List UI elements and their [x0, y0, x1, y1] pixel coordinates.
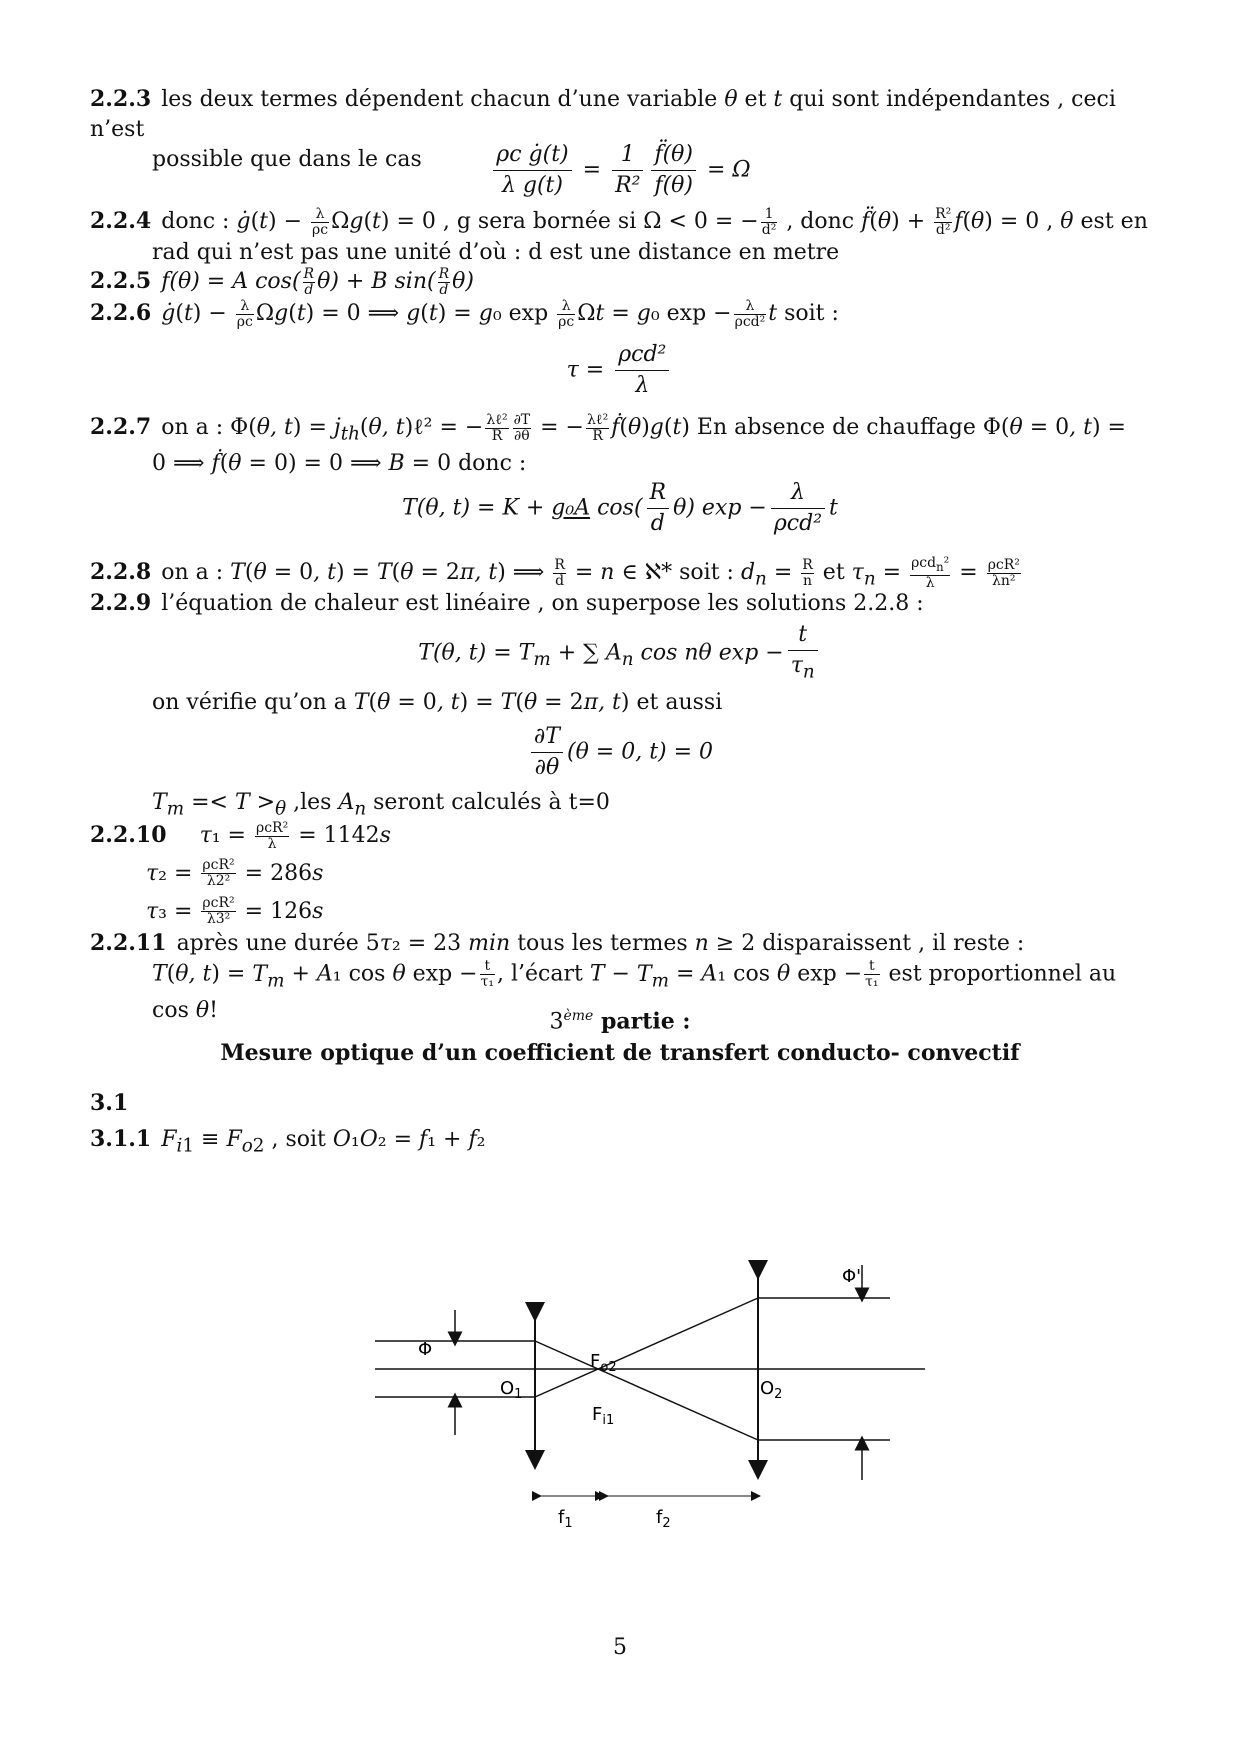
section-text: ġ(t) − $\frac{\lambda}{\rho c}$ Ωg(t) = 0 ⟹ g(t) = g₀ exp $\frac{\lambda}{\rho c}$ Ωt = g₀ exp − λ ρcd² t soit : — [161, 297, 839, 330]
section-text: l’équation de chaleur est linéaire , on superpose les solutions 2.2.8 : — [161, 591, 924, 616]
f2-label: $f_2$ — [656, 1507, 671, 1531]
section-number: 2.2.8 — [90, 559, 152, 586]
section-number: 2.2.9 — [90, 590, 152, 616]
equation-derivative: $\frac{\partial T}{\partial\theta}$ (θ = 0, t) = 0 — [0, 722, 1240, 783]
equation-separation: $\frac{\text{ρc ġ(t)}}{\text{λ g(t)}}$ = $\frac{1}{\text{R²}}$ $\frac{f̈(\theta)}{f(\theta)}$ = Ω — [0, 140, 1240, 201]
section-number: 2.2.3 — [90, 86, 152, 112]
tau2-line: τ₂ = ρcR² λ2² = 286s — [146, 857, 324, 889]
o2-label: $O_2$ — [760, 1378, 783, 1402]
tm-text: $T_m =< T >_\theta$ ,les $A_n$ seront calculés à t=0 — [152, 790, 610, 820]
equation-T-single: T(θ, t) = K + g₀A cos( $\frac{R}{d}$ θ) exp − $\frac{\lambda}{\text{ρcd²}}$ t — [402, 480, 838, 536]
section-text: après une durée 5τ₂ = 23 min tous les termes n ≥ 2 disparaissent , il reste : — [176, 931, 1025, 956]
section-number: 2.2.10 — [90, 822, 167, 848]
section-number: 3.1.1 — [90, 1126, 152, 1152]
ray-down — [535, 1341, 758, 1440]
phi-prime-label: Φ' — [842, 1266, 862, 1287]
f1-label: $f_1$ — [558, 1507, 573, 1531]
section-text: on a : T(θ = 0, t) = T(θ = 2π, t) ⟹ $\frac{R}{d}$ = n ∈ ℵ* soit : $d_n$ = $\frac{R}{n}$ et $\tau_n$ = ρcd$_n$² λ = ρcR² λn² — [161, 555, 1020, 591]
section-number: 2.2.5 — [90, 268, 152, 294]
section-text: on a : Φ(θ, $t) = j_{th}(\theta$, t)ℓ² = − λℓ² R $\frac{\partial T}{\partial\theta}$ = − λℓ² R ḟ(θ)g(t) En absence de chauffage Φ(θ = 0, t) = — [161, 411, 1126, 445]
section-number: 2.2.4 — [90, 208, 152, 234]
fi1-label: $F_{i1}$ — [592, 1404, 615, 1428]
part-number: 3 — [549, 1009, 564, 1035]
section-text: donc : ġ(t) − $\frac{\lambda}{\rho c}$ Ωg(t) = 0 , g sera bornée si Ω < 0 = − $\frac{1}{\text{d²}}$ , donc f̈(θ) + $\frac{\text{R²}}{\text{d²}}$ f(θ) = 0 , θ est en — [161, 205, 1148, 238]
verify-text: on vérifie qu’on a T(θ = 0, t) = T(θ = 2π, t) et aussi — [152, 690, 723, 715]
equation-T-sum: T(θ, $t) = T_m$ + ∑ $A_n$ cos nθ exp − $\frac{t}{\tau_n}$ — [0, 620, 1240, 687]
section-text: les deux termes dépendent chacun d’une variable θ et t qui sont indépendantes , ceci n’est — [90, 87, 1116, 142]
fo2-label: $F_{o2}$ — [590, 1351, 617, 1375]
section-number: 3.1 — [90, 1090, 129, 1116]
section-number: 2.2.7 — [90, 414, 152, 440]
o1-label: $O_1$ — [500, 1378, 523, 1402]
section-text: $F_{i1} \equiv F_{o2}$ , soit O₁O₂ = f₁ + f₂ — [161, 1127, 486, 1157]
page-number: 5 — [613, 1635, 627, 1660]
part-number-sup: ème — [563, 1008, 594, 1024]
section-text-continued: T(θ, $t) = T_m + A_1$ cos θ exp − $\frac{t}{\text{τ₁}}$ , l’écart $T - T_m = A_1$ cos θ exp − $\frac{t}{\text{τ₁}}$ est proportionnel au cos θ! — [152, 958, 1117, 1023]
section-text: f(θ) = A cos( $\frac{R}{d}$ θ) + B sin( $\frac{R}{d}$ θ) — [161, 265, 474, 298]
section-number: 2.2.6 — [90, 300, 152, 326]
phi-label: Φ — [418, 1339, 433, 1360]
equation-tau: τ = $\frac{\text{ρcd²}}{\lambda}$ — [0, 340, 1240, 401]
tau1-line: τ₁ = ρcR² λ = 1142s — [199, 819, 391, 852]
section-number: 2.2.11 — [90, 930, 167, 956]
part-subtitle: Mesure optique d’un coefficient de transfert conducto- convectif — [220, 1040, 1020, 1066]
section-text-continued: 0 ⟹ ḟ(θ = 0) = 0 ⟹ B = 0 donc : — [152, 451, 527, 477]
tau3-line: τ₃ = ρcR² λ3² = 126s — [146, 895, 324, 927]
section-text-continued: rad qui n’est pas une unité d’où : d est une distance en metre — [152, 239, 840, 265]
part-label: partie : — [601, 1008, 691, 1035]
ray-up — [535, 1298, 758, 1397]
section-text-continued: possible que dans le cas — [152, 147, 422, 172]
